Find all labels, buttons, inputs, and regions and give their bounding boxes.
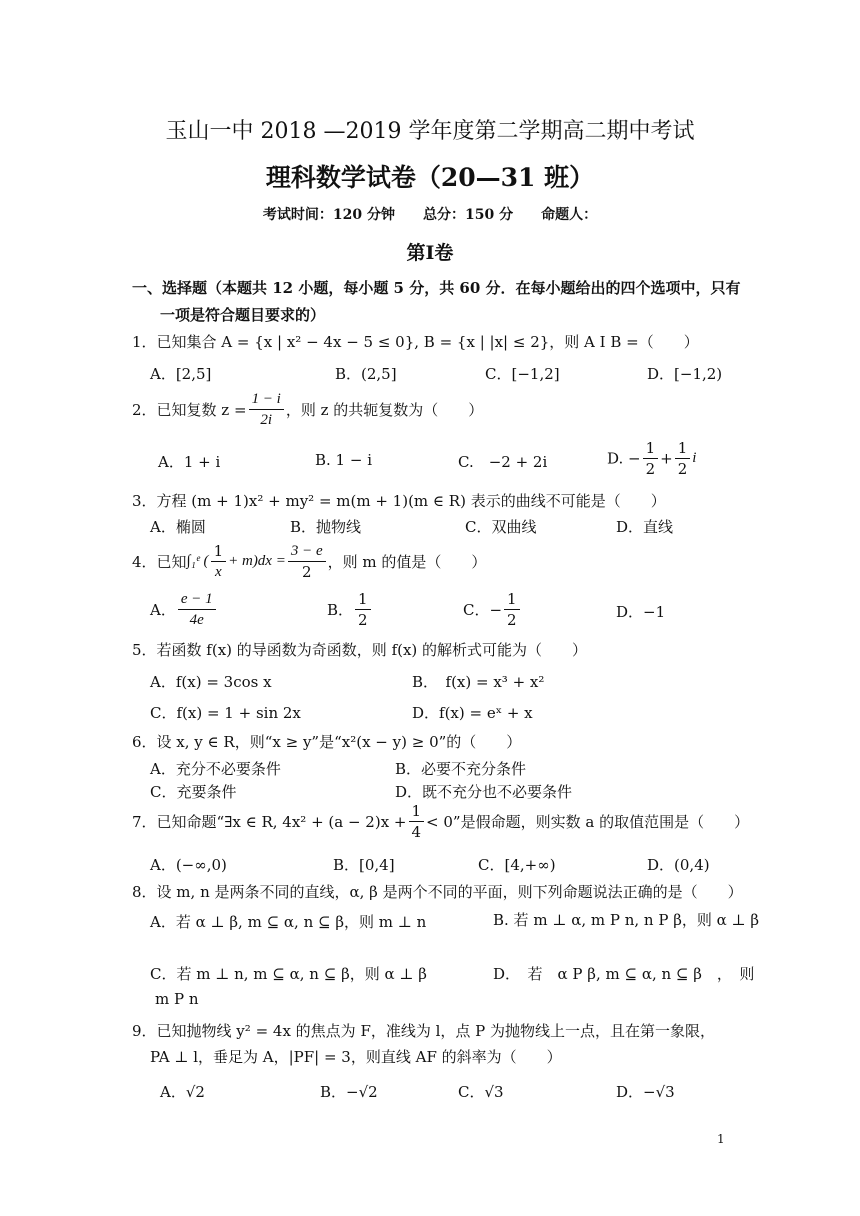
section-heading-line1: 一、选择题（本题共 12 小题，每小题 5 分，共 60 分．在每小题给出的四个选项中，只有 <box>132 279 741 297</box>
question-3-option-c: C．双曲线 <box>465 518 537 536</box>
question-2-option-d-label: D. <box>607 449 624 468</box>
question-6-option-c: C．充要条件 <box>150 783 237 801</box>
question-8-option-c: C．若 m ⊥ n, m ⊆ α, n ⊆ β，则 α ⊥ β <box>150 965 427 983</box>
question-4-den1: x <box>215 564 222 580</box>
question-4-integral: ∫₁ᵉ ( <box>186 553 209 569</box>
question-2-option-c: C. −2 + 2i <box>458 453 548 471</box>
question-5-option-a: A．f(x) = 3cos x <box>150 673 272 691</box>
question-1-option-d: D．[−1,2) <box>647 365 723 383</box>
question-4-option-b <box>327 589 373 630</box>
question-9-option-c: C．√3 <box>458 1083 504 1101</box>
question-7-pre: 7．已知命题“∃x ∈ R, 4x² + (a − 2)x + <box>132 813 407 831</box>
question-4-option-a-label: A． <box>150 601 176 619</box>
question-7-frac <box>409 801 425 842</box>
question-2-stem <box>132 389 483 430</box>
question-8-option-b: B. 若 m ⊥ α, m P n, n P β，则 α ⊥ β <box>493 911 760 929</box>
question-9-option-a: A．√2 <box>160 1083 205 1101</box>
question-6-option-a: A．充分不必要条件 <box>150 760 281 778</box>
question-4-option-a-frac <box>178 589 216 630</box>
question-4-frac2 <box>288 541 326 582</box>
question-4-option-c <box>463 589 522 630</box>
question-2-option-d-den1: 2 <box>645 460 656 478</box>
question-2-option-d-frac1 <box>643 438 659 479</box>
question-4-stem <box>132 541 486 582</box>
question-1-option-a: A．[2,5] <box>150 365 212 383</box>
question-4-option-a-num: e − 1 <box>178 589 216 610</box>
question-4-option-a-den: 4e <box>189 612 204 628</box>
question-4-option-a <box>150 589 218 630</box>
question-5-option-b: B． f(x) = x³ + x² <box>412 673 545 691</box>
question-9-option-b: B．−√2 <box>320 1083 378 1101</box>
page-number: 1 <box>717 1132 725 1146</box>
question-2-denominator: 2i <box>260 412 273 428</box>
question-2-post: ，则 z 的共轭复数为（ ） <box>285 401 484 419</box>
question-4-num1: 1 <box>211 541 227 562</box>
question-8-stem: 8．设 m, n 是两条不同的直线，α, β 是两个不同的平面，则下列命题说法正确的是（ ） <box>132 883 743 901</box>
question-3-stem: 3．方程 (m + 1)x² + my² = m(m + 1)(m ∈ R) 表示的曲线不可能是（ ） <box>132 492 666 510</box>
question-7-den: 4 <box>411 823 422 841</box>
question-4-option-d: D．−1 <box>616 603 666 621</box>
question-3-option-d: D．直线 <box>616 518 674 536</box>
question-3-option-a: A．椭圆 <box>150 518 206 536</box>
question-4-option-c-num: 1 <box>504 589 520 610</box>
question-5-option-d: D．f(x) = eˣ + x <box>412 704 533 722</box>
question-2-numerator: 1 − i <box>249 389 284 410</box>
question-2-option-d-frac2 <box>675 438 691 479</box>
question-8-option-d-continued: m P n <box>155 990 199 1008</box>
question-3-option-b: B．抛物线 <box>290 518 362 536</box>
exam-subtitle: 理科数学试卷（20—31 班） <box>265 163 595 192</box>
question-4-den2: 2 <box>301 563 312 581</box>
question-2-pre: 2．已知复数 z = <box>132 401 247 419</box>
question-9-line1: 9．已知抛物线 y² = 4x 的焦点为 F，准线为 l，点 P 为抛物线上一点，且在第一象限， <box>132 1022 716 1040</box>
question-4-pre: 4．已知 <box>132 553 187 571</box>
question-7-option-c: C．[4,+∞) <box>478 856 556 874</box>
question-2-fraction <box>249 389 284 430</box>
exam-title: 玉山一中 2018 —2019 学年度第二学期高二期中考试 <box>165 119 695 144</box>
question-1-stem: 1．已知集合 A = {x | x² − 4x − 5 ≤ 0}, B = {x | |x| ≤ 2}，则 A Ι B =（ ） <box>132 333 699 351</box>
question-2-option-b: B. 1 − i <box>315 451 373 469</box>
question-2-option-a: A．1 + i <box>158 453 221 471</box>
question-2-option-d-den2: 2 <box>677 460 688 478</box>
question-4-option-c-frac <box>504 589 520 630</box>
question-7-num: 1 <box>409 801 425 822</box>
question-1-option-c: C．[−1,2] <box>485 365 560 383</box>
question-4-frac1 <box>211 541 227 582</box>
question-4-option-c-den: 2 <box>507 611 517 629</box>
question-6-option-b: B．必要不充分条件 <box>395 760 527 778</box>
question-4-num2: 3 − e <box>288 541 326 562</box>
question-6-stem: 6．设 x, y ∈ R，则“x ≥ y”是“x²(x − y) ≥ 0”的（ ） <box>132 733 522 751</box>
question-5-stem: 5．若函数 f(x) 的导函数为奇函数，则 f(x) 的解析式可能为（ ） <box>132 641 588 659</box>
question-1-option-b: B．(2,5] <box>335 365 397 383</box>
question-9-line2: PA ⊥ l，垂足为 A，|PF| = 3，则直线 AF 的斜率为（ ） <box>150 1048 562 1066</box>
question-4-post: ，则 m 的值是（ ） <box>327 553 487 571</box>
question-8-option-a: A．若 α ⊥ β, m ⊆ α, n ⊆ β，则 m ⊥ n <box>150 913 427 931</box>
question-2-option-d-num1: 1 <box>643 438 659 459</box>
question-6-option-d: D．既不充分也不必要条件 <box>395 783 573 801</box>
volume-heading: 第Ⅰ卷 <box>406 242 454 264</box>
question-7-option-b: B．[0,4] <box>333 856 395 874</box>
question-4-option-b-label: B． <box>327 601 354 619</box>
question-4-mid: + m)dx = <box>228 553 286 569</box>
question-9-option-d: D．−√3 <box>616 1083 675 1101</box>
question-7-post: < 0”是假命题，则实数 a 的取值范围是（ ） <box>426 813 750 831</box>
question-7-option-d: D．(0,4) <box>647 856 710 874</box>
exam-info: 考试时间：120 分钟 总分：150 分 命题人： <box>262 207 598 223</box>
question-7-stem <box>132 801 749 842</box>
question-7-option-a: A．(−∞,0) <box>150 856 227 874</box>
question-2-option-d: D. − $\frac{1}{2}$ + $\frac{1}{2}$ i <box>607 439 697 478</box>
question-4-option-b-num: 1 <box>355 589 371 610</box>
section-heading-line2: 一项是符合题目要求的） <box>160 306 326 324</box>
question-4-option-b-frac <box>355 589 371 630</box>
question-4-option-c-label: C．− <box>463 601 503 619</box>
question-4-option-b-den: 2 <box>358 611 368 629</box>
question-2-option-d-num2: 1 <box>675 438 691 459</box>
question-8-option-d: D． 若 α P β, m ⊆ α, n ⊆ β ， 则 <box>493 965 755 983</box>
question-5-option-c: C．f(x) = 1 + sin 2x <box>150 704 301 722</box>
